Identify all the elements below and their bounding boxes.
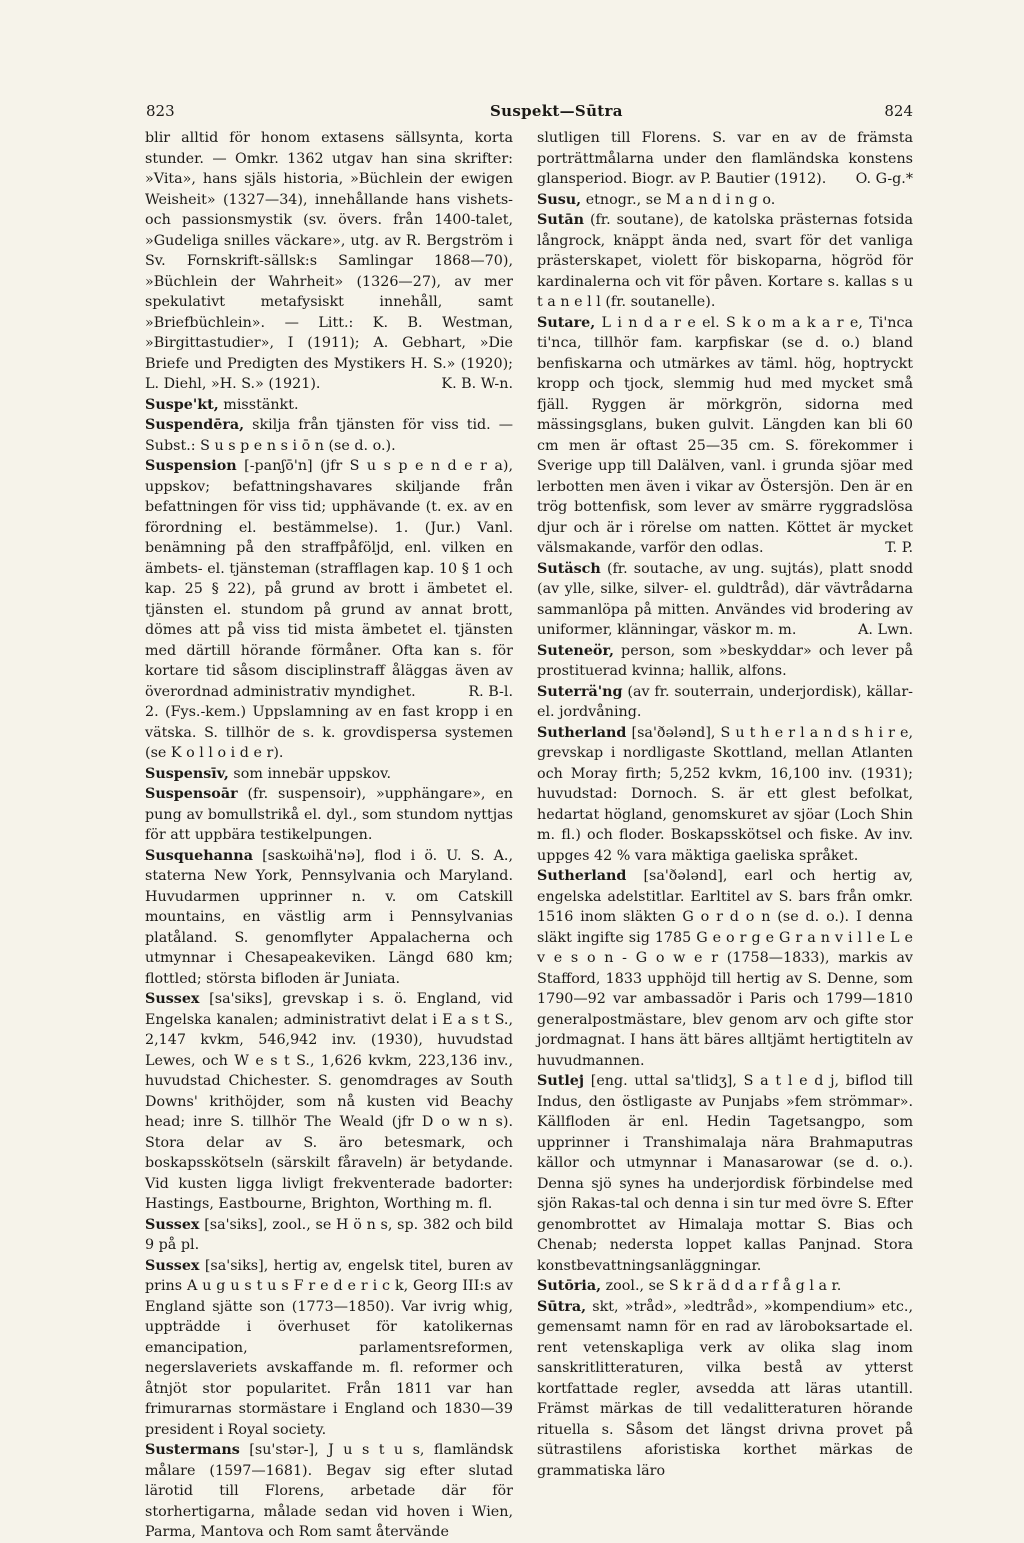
encyclopedia-entry	[145, 1256, 513, 1441]
entry-text: (av fr. souterrain, underjordisk), källar- el. jordvåning.	[537, 683, 913, 720]
entry-text: person, som »beskyddar» och lever på prostituerad kvinna; hallik, alfons.	[537, 642, 914, 679]
entry-text: [su'stər-], J u s t u s, flamländsk målare (1597—1681). Begav sig efter slutad lärotid till Florens, arbetade där för storhertigarna, målade sedan vid hoven i Wien, Parma, Mantova och Rom samt återvände	[145, 1442, 513, 1540]
encyclopedia-entry	[537, 682, 913, 723]
encyclopedia-entry	[145, 989, 513, 1215]
entry-headword: Sutān	[537, 212, 584, 228]
entry-text: [sa'siks], grevskap i s. ö. England, vid Engelska kanalen; administrativt delat i E a s t S., 2,147 kvkm, 546,942 inv. (1930), huvudstad Lewes, och W e s t S., 1,626 kvkm, 223,136 inv., huvudstad Chichester. S. genomdrages av South Downs' krithöjder, som nå kusten vid Beachy head; inre S. tillhör The Weald (jfr D o w n s). Stora delar av S. äro betesmark, och boskapsskötseln (särskilt fåraveln) är betydande. Vid kusten ligga livligt frekventerade badorter: Hastings, Eastbourne, Brighton, Worthing m. fl.	[145, 991, 513, 1212]
entry-text: [sa'ðələnd], S u t h e r l a n d s h i r e, grevskap i nordligaste Skottland, mellan Atlanten och Moray firth; 5,252 kvkm, 16,100 inv. (1931); huvudstad: Dornoch. S. är ett glest befolkat, hedartat högland, genomskuret av sjöar (Loch Shin m. fl.) och floder. Boskapsskötsel och fiske. Av inv. uppges 42 % vara mäktiga gaeliska språket.	[537, 724, 913, 864]
entry-headword: Sutōria,	[537, 1278, 602, 1294]
entry-headword: Suspe'kt,	[145, 396, 219, 413]
left-column	[145, 128, 513, 1543]
entry-text: (fr. suspensoir), »upphängare», en pung av bomullstrikå el. dyl., som stundom nyttjas för att uppbära testikelpungen.	[145, 786, 513, 843]
entry-headword: Sūtra,	[537, 1298, 587, 1315]
author-signature: A. Lwn.	[858, 622, 913, 638]
entry-text: [sa'ðələnd], earl och hertig av, engelska adelstitlar. Earltitel av S. bars från omkr. 1516 inom släkten G o r d o n (se d. o.). I denna släkt ingifte sig 1785 G e o r g e G r a n v i l l e L e v e s o n - G o w e r (1758—1833), markis av Stafford, 1833 upphöjd till hertig av S. Denne, som 1790—92 var ambassadör i Paris och 1799—1810 generalpostmästare, blev genom arv och gifte stor jordmagnat. I hans ätt bäres alltjämt hertigtiteln av huvudmannen.	[537, 868, 914, 1069]
running-title: Suspekt—Sūtra	[490, 102, 623, 120]
encyclopedia-entry	[537, 1276, 913, 1297]
entry-headword: Sussex	[145, 991, 200, 1007]
encyclopedia-entry	[537, 641, 913, 682]
entry-text: zool., se S k r ä d d a r f å g l a r.	[605, 1278, 842, 1294]
entry-headword: Susquehanna	[145, 847, 253, 864]
entry-text: etnogr., se M a n d i n g o.	[585, 191, 776, 208]
entry-headword: Sussex	[145, 1257, 200, 1274]
entry-headword: Sustermans	[145, 1442, 240, 1458]
entry-text: [eng. uttal sa'tlidʒ], S a t l e d j, biflod till Indus, den östligaste av Punjabs »fem strömmar». Källfloden är enl. Hedin Tagetsangpo, som upprinner i Transhimalaja nära Brahmaputras källor och utmynnar i Manasarowar (se d. o.). Denna sjö synes ha underjordisk förbindelse med sjön Rakas-tal och denna i sin tur med övre S. Efter genombrottet av Himalaja mottar S. Bias och Chenab; nedersta loppet kallas Panjnad. Stora konstbevattningsanläggningar.	[537, 1073, 914, 1274]
encyclopedia-entry	[537, 866, 913, 1071]
entry-headword: Sutäsch	[537, 560, 601, 577]
left-page-number: 823	[146, 102, 175, 120]
entry-text: skt, »tråd», »ledtråd», »kompendium» etc., gemensamt namn för en rad av läroboksartade el. rent vetenskapliga verk av olika slag inom sanskritlitteraturen, vilka bestå av ytterst kortfattade regler, avsedda att läras utantill. Främst märkas de till vedalitteraturen hörande rituella s. Såsom det längst drivna provet på sütrastilens aforistiska korthet märkas de grammatiska läro	[537, 1298, 913, 1479]
entry-headword: Sutherland	[537, 868, 627, 884]
entry-text: blir alltid för honom extasens sällsynta, korta stunder. — Omkr. 1362 utgav han sina skrifter: »Vita», hans själs historia, »Büchlein der ewigen Weisheit» (1327—34), innehållande hans vishets- och passionsmystik (sv. övers. från 1400-talet, »Gudeliga snilles väckare», utg. av R. Bergström i Sv. Fornskrift-sällsk:s Samlingar 1868—70), »Büchlein der Wahrheit» (1326—27), av mer spekulativt metafysiskt innehåll, samt »Briefbüchlein». — Litt.: K. B. Westman, »Birgittastudier», I (1911); A. Gebhart, »Die Briefe und Predigten des Mystikers H. S.» (1920); L. Diehl, »H. S.» (1921).	[145, 130, 513, 392]
entry-headword: Suteneör,	[537, 642, 614, 659]
encyclopedia-entry	[537, 559, 913, 641]
entry-text: (fr. soutane), de katolska prästernas fotsida långrock, knäppt ända ned, svart för det vanliga prästerskapet, violett för biskoparna, högröd för kardinalerna och vit för påven. Kortare s. kallas s u t a n e l l (fr. soutanelle).	[537, 212, 914, 310]
author-signature: K. B. W-n.	[441, 376, 513, 392]
author-signature: O. G-g.*	[855, 171, 913, 187]
encyclopedia-entry	[537, 1071, 913, 1276]
entry-text: [sa'siks], zool., se H ö n s, sp. 382 och bild 9 på pl.	[145, 1216, 514, 1253]
encyclopedia-entry	[145, 1215, 513, 1256]
entry-headword: Suspensoār	[145, 786, 238, 802]
entry-headword: Suspension	[145, 458, 237, 474]
encyclopedia-entry	[537, 210, 913, 313]
encyclopedia-entry	[145, 415, 513, 456]
running-header	[0, 102, 1024, 126]
encyclopedia-entry	[145, 702, 513, 764]
entry-headword: Susu,	[537, 191, 582, 208]
entry-headword: Suterrä'ng	[537, 683, 623, 700]
encyclopedia-entry	[145, 764, 513, 785]
author-signature: T. P.	[885, 540, 913, 556]
encyclopedia-entry	[145, 1440, 513, 1543]
encyclopedia-entry	[537, 1297, 913, 1482]
right-column	[537, 128, 913, 1481]
entry-text: L i n d a r e el. S k o m a k a r e, Ti'nca ti'nca, tillhör fam. karpfiskar (se d. o.) bland benfiskarna och utmärkes av täml. hög, hoptryckt kropp och tjock, slemmig hud med mycket små fjäll. Ryggen är mörkgrön, sidorna med mässingsglans, buken gulvit. Längden kan bli 60 cm men är oftast 25—35 cm. S. förekommer i Sverige upp till Dalälven, vanl. i grunda sjöar med lerbotten men även i vikar av Östersjön. Den är en trög bottenfisk, som lever av smärre ryggradslösa djur och är i rörelse om natten. Köttet är mycket välsmakande, varför den odlas.	[537, 314, 914, 556]
encyclopedia-entry	[145, 846, 513, 990]
right-page-number: 824	[884, 102, 913, 120]
entry-headword: Suspensīv,	[145, 765, 229, 782]
entry-headword: Sutlej	[537, 1073, 585, 1089]
entry-text: 2. (Fys.-kem.) Uppslamning av en fast kropp i en vätska. S. tillhör de s. k. grovdispersa systemen (se K o l l o i d e r).	[145, 704, 513, 761]
entry-text: slutligen till Florens. S. var en av de främsta porträttmålarna under den flamländska konstens glansperiod. Biogr. av P. Bautier (1912).	[537, 130, 913, 187]
entry-text: som innebär uppskov.	[233, 765, 391, 782]
entry-text: [sa'siks], hertig av, engelsk titel, buren av prins A u g u s t u s F r e d e r i c k, Georg III:s av England sjätte son (1773—1850). Var ivrig whig, uppträdde i överhuset för katolikernas emancipation, parlamentsreformen, negerslaveriets avskaffande m. fl. reformer och åtnjöt stor popularitet. Från 1811 var han frimurarnas stormästare i England och 1830—39 president i Royal society.	[145, 1257, 513, 1438]
encyclopedia-entry	[537, 723, 913, 867]
encyclopedia-entry	[145, 456, 513, 702]
encyclopedia-entry	[145, 128, 513, 395]
entry-headword: Sussex	[145, 1216, 200, 1233]
entry-headword: Suspendēra,	[145, 417, 245, 433]
entry-text: [saskωihä'nə], flod i ö. U. S. A., staterna New York, Pennsylvania och Maryland. Huvudarmen upprinner n. v. om Catskill mountains, en västlig arm i Pennsylvanias platåland. S. genomflyter Appalacherna och utmynnar i Chesapeakeviken. Längd 680 km; flottled; största bifloden är Juniata.	[145, 847, 513, 987]
encyclopedia-entry	[145, 395, 513, 416]
entry-headword: Sutherland	[537, 724, 627, 741]
entry-text: skilja från tjänsten för viss tid. — Subst.: S u s p e n s i ō n (se d. o.).	[145, 417, 513, 454]
entry-text: (fr. soutache, av ung. sujtás), platt snodd (av ylle, silke, silver- el. guldtråd), där vävtrådarna sammanlöpa på mitten. Användes vid brodering av uniformer, klänningar, väskor m. m.	[537, 560, 913, 638]
encyclopedia-entry	[537, 128, 913, 190]
encyclopedia-entry	[537, 313, 913, 559]
entry-text: misstänkt.	[223, 396, 299, 413]
entry-headword: Sutare,	[537, 314, 596, 331]
author-signature: R. B-l.	[468, 683, 513, 700]
entry-text: [-panʃō'n] (jfr S u s p e n d e r a), uppskov; befattningshavares skiljande från befattningen för viss tid; upphävande (t. ex. av en förordning el. bestämmelse). 1. (Jur.) Vanl. benämning på den straffpåföljd, enl. vilken en ämbets- el. tjänsteman (strafflagen kap. 10 § 1 och kap. 25 § 22), på grund av brott i ämbetet el. tjänsten el. stundom på grund av annat brott, dömes att på viss tid mista ämbetet el. tjänsten med därtill hörande förmåner. Ofta kan s. för kortare tid såsom disciplinstraff åläggas även av överordnad administrativ myndighet.	[145, 458, 513, 700]
encyclopedia-entry	[145, 784, 513, 846]
encyclopedia-entry	[537, 190, 913, 211]
